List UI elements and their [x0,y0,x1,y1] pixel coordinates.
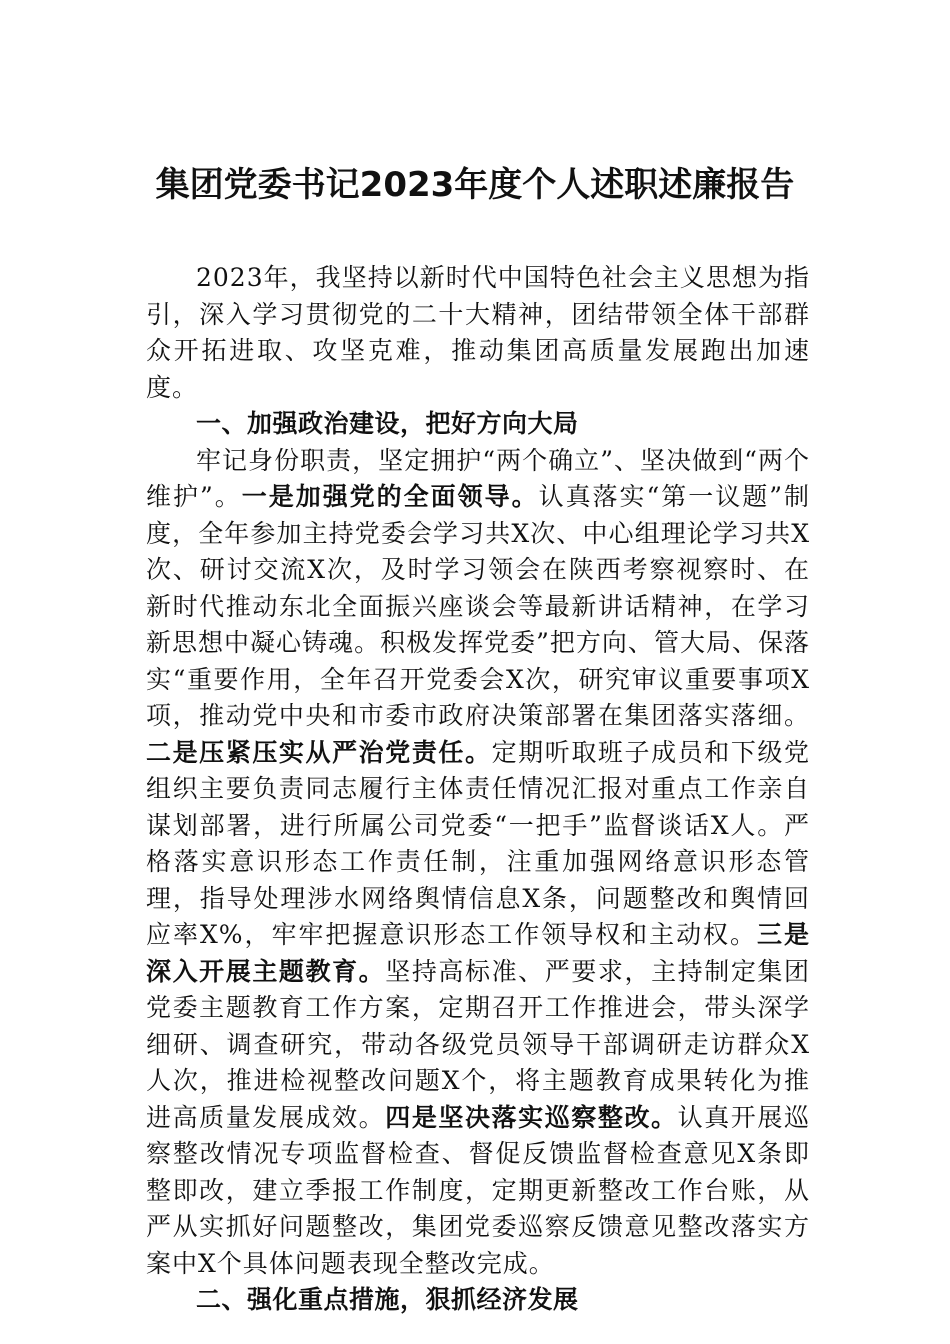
point-2-text: 定期听取班子成员和下级党组织主要负责同志履行主体责任情况汇报对重点工作亲自谋划部署，进行所属公司党委“一把手”监督谈话X人。严格落实意识形态工作责任制，注重加强网络意识形态管理，指导处理涉水网络舆情信息X条，问题整改和舆情回应率X%，牢牢把握意识形态工作领导权和主动权。 [146,737,810,949]
point-4-text: 认真开展巡察整改情况专项监督检查、督促反馈监督检查意见X条即整即改，建立季报工作制度，定期更新整改工作台账，从严从实抓好问题整改，集团党委巡察反馈意见整改落实方案中X个具体问题表现全整改完成。 [146,1102,810,1278]
point-3-text: 坚持高标准、严要求，主持制定集团党委主题教育工作方案，定期召开工作推进会，带头深学细研、调查研究，带动各级党员领导干部调研走访群众X人次，推进检视整改问题X个，将主题教育成果转化为推进高质量发展成效。 [146,956,810,1132]
section-1-heading: 一、加强政治建设，把好方向大局 [196,409,579,438]
point-4-title: 四是坚决落实巡察整改。 [385,1102,678,1132]
point-1-title: 一是加强党的全面领导。 [241,482,539,511]
section-2-heading: 二、强化重点措施，狠抓经济发展 [196,1285,579,1314]
intro-paragraph: 2023年，我坚持以新时代中国特色社会主义思想为指引，深入学习贯彻党的二十大精神，团结带领全体干部群众开拓进取、攻坚克难，推动集团高质量发展跑出加速度。 [146,263,810,402]
section-1-opening: 牢记身份职责，坚定拥护“两个确立”、坚决做到“两个维护”。 [146,445,810,511]
point-1-text: 认真落实“第一议题”制度，全年参加主持党委会学习共X次、中心组理论学习共X次、研讨交流X次，及时学习领会在陕西考察视察时、在新时代推动东北全面振兴座谈会等最新讲话精神，在学习新思想中凝心铸魂。积极发挥党委”把方向、管大局、保落实“重要作用，全年召开党委会X次，研究审议重要事项X项，推动党中央和市委市政府决策部署在集团落实落细。 [146,482,810,730]
document-body [146,260,810,1319]
point-2-title: 二是压紧压实从严治党责任。 [146,737,492,767]
section-1-paragraph [146,443,810,1283]
document-title: 集团党委书记2023年度个人述职述廉报告 [155,165,795,205]
point-3-title: 三是深入开展主题教育。 [146,920,810,986]
